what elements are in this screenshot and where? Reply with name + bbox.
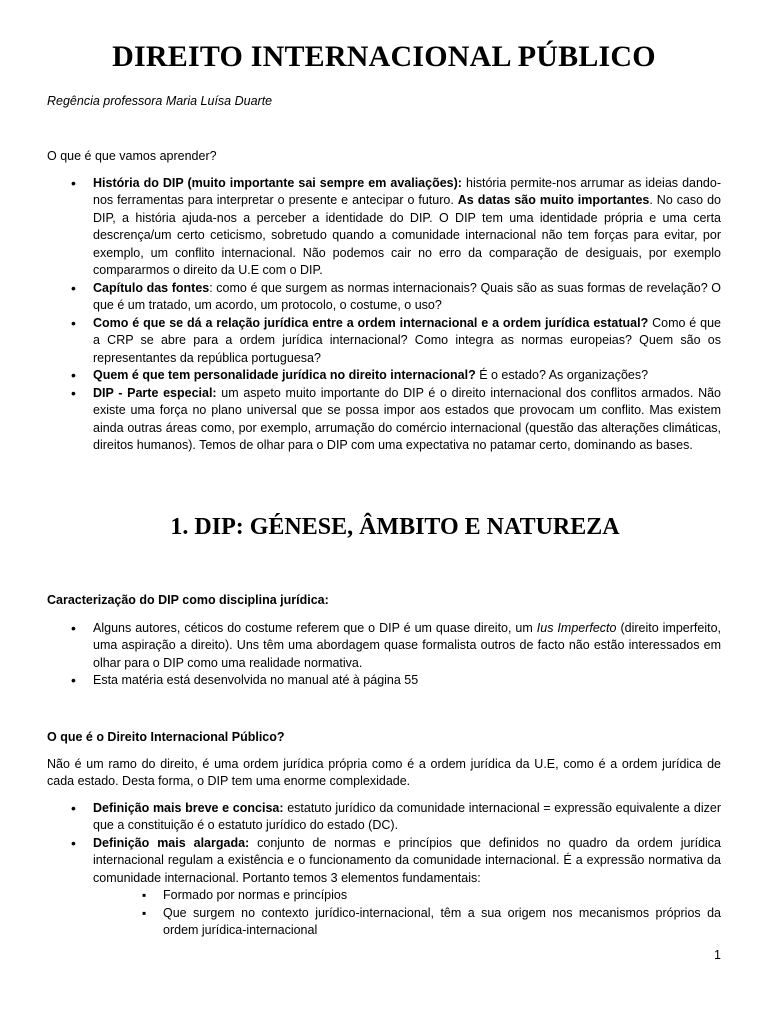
definition-label: Definição mais alargada: <box>93 835 250 850</box>
list-item: ▪ Que surgem no contexto jurídico-internacional, têm a sua origem nos mecanismos próprios da ordem jurídica-internacional <box>139 905 721 940</box>
list-item <box>47 385 721 455</box>
definition-label: Definição mais breve e concisa: <box>93 800 284 815</box>
list-item <box>47 800 721 835</box>
intro-question: O que é que vamos aprender? <box>47 149 217 163</box>
topic-text: É o estado? As organizações? <box>475 368 649 382</box>
list-item <box>47 315 721 368</box>
caracterizacao-heading: Caracterização do DIP como disciplina jurídica: <box>47 593 329 607</box>
topic-label: História do DIP (muito importante sai sempre em avaliações): <box>93 175 462 190</box>
latin-term: Ius Imperfecto <box>536 620 617 635</box>
definition-heading: O que é o Direito Internacional Público? <box>47 730 285 744</box>
topic-label: DIP - Parte especial: <box>93 385 217 400</box>
item-text: (direito imperfeito, uma aspiração a direito). Uns têm uma abordagem quase formalista outros de facto não estão interessados em olhar para o DIP como uma realidade normativa. <box>93 620 721 670</box>
list-item <box>47 672 721 690</box>
item-text: Esta matéria está desenvolvida no manual até à página 55 <box>93 673 419 687</box>
definition-text: estatuto jurídico da comunidade internacional = expressão equivalente a dizer que a constituição é o estatuto jurídico do estado (DC). <box>93 800 721 832</box>
topic-text: história permite-nos arrumar as ideias dando-nos ferramentas para interpretar o presente e antecipar o futuro. <box>93 175 721 207</box>
definition-text: conjunto de normas e princípios que definidos no quadro da ordem jurídica internacional regulam a existência e o funcionamento da comunidade internacional. É a expressão normativa da comunidade internacional. Portanto temos 3 elementos fundamentais: <box>93 835 721 885</box>
topic-label: Como é que se dá a relação jurídica entre a ordem internacional e a ordem jurídica estatual? <box>93 315 649 330</box>
intro-section <box>47 148 721 455</box>
section-heading: 1. DIP: GÉNESE, ÂMBITO E NATUREZA <box>170 514 620 540</box>
list-item <box>47 367 721 385</box>
topic-label: Capítulo das fontes <box>93 280 210 295</box>
item-text: Alguns autores, céticos do costume referem que o DIP é um quase direito, um <box>93 620 537 635</box>
list-item <box>47 835 721 888</box>
definition-list <box>47 800 721 888</box>
topic-label: Quem é que tem personalidade jurídica no direito internacional? <box>93 368 476 382</box>
topic-emphasis: As datas são muito importantes <box>457 193 650 207</box>
list-item <box>47 175 721 280</box>
topic-text: : como é que surgem as normas internacionais? Quais são as suas formas de revelação? O que é um tratado, um acordo, um protocolo, o costume, o uso? <box>93 280 721 312</box>
elements-list <box>47 887 721 940</box>
caracterizacao-list <box>47 620 721 690</box>
document-subtitle: Regência professora Maria Luísa Duarte <box>47 94 273 108</box>
page-number: 1 <box>714 948 721 962</box>
topic-text: um aspeto muito importante do DIP é o direito internacional dos conflitos armados. Não existe uma força no plano universal que se possa impor aos estados que provocam um conflito. Mas existem ainda outras áreas como, por exemplo, arrumação do comércio internacional (questão das alterações climáticas, direitos humanos). Temos de olhar para o DIP com uma expectativa no patamar certo, dominando as bases. <box>93 385 722 452</box>
list-item <box>47 620 721 673</box>
topics-list <box>47 175 721 455</box>
caracterizacao-section <box>47 592 721 690</box>
topic-text: Como é que a CRP se abre para a ordem jurídica internacional? Como integra as normas europeias? Quem são os representantes da república portuguesa? <box>93 315 721 365</box>
list-item <box>47 280 721 315</box>
definition-paragraph: Não é um ramo do direito, é uma ordem jurídica própria como é a ordem jurídica da U.E, como é a ordem jurídica de cada estado. Desta forma, o DIP tem uma enorme complexidade. <box>47 756 721 788</box>
definition-section <box>47 729 721 940</box>
document-title: DIREITO INTERNACIONAL PÚBLICO <box>112 40 656 73</box>
list-item: ▪ Formado por normas e princípios <box>139 887 721 905</box>
topic-text: . No caso do DIP, a história ajuda-nos a perceber a identidade do DIP. O DIP tem uma identidade própria e uma certa descrença/um certo ceticismo, sobretudo quando a comunidade internacional não tem forças para evitar, por exemplo, um conflito internacional. Não podemos cair no erro da comparação de desiguais, por exemplo compararmos o direito da U.E com o DIP. <box>93 193 721 277</box>
